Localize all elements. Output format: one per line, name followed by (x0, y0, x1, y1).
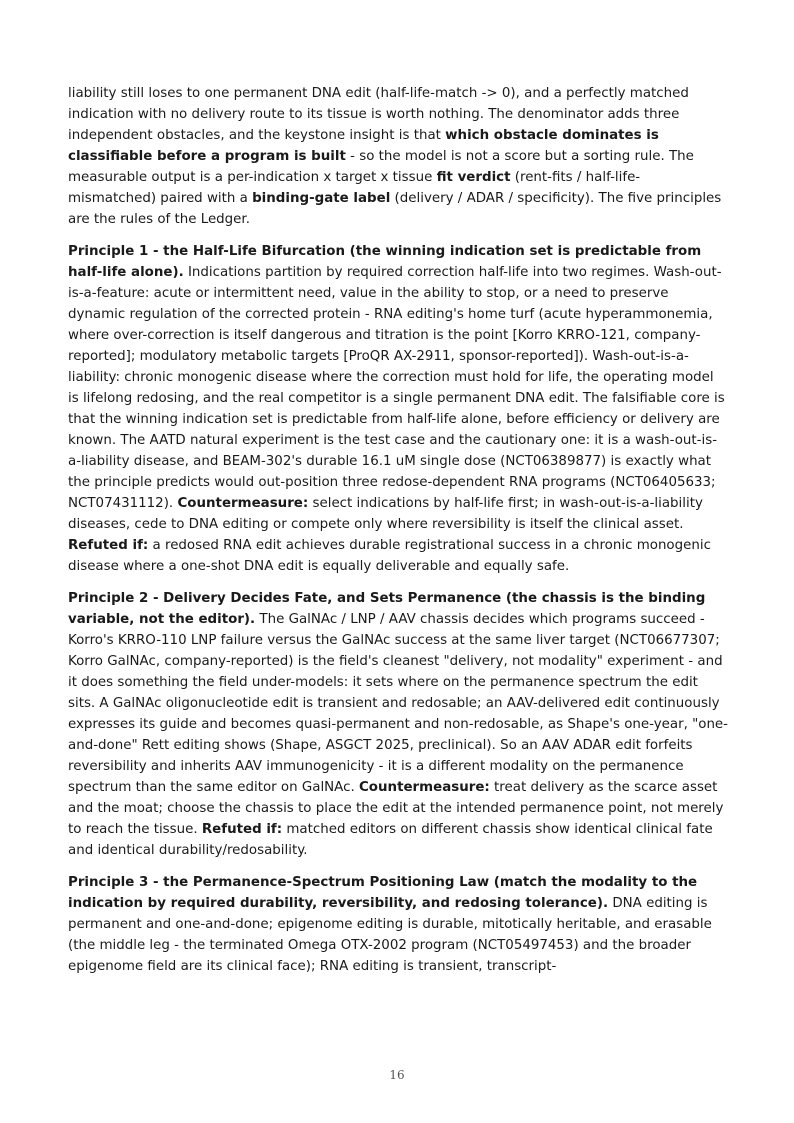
paragraph-principle-2 (68, 588, 728, 861)
text-run: treat delivery as the scarce asset and the moat; choose the chassis to place the edit at the intended permanence point, not merely to reach the tissue. (68, 780, 724, 837)
principle-heading: Principle 3 - the Permanence-Spectrum Positioning Law (match the modality to the indication by required durability, reversibility, and redosing tolerance). (68, 875, 698, 911)
emphasis-run: binding-gate label (252, 191, 391, 206)
paragraph-principle-1 (68, 241, 728, 577)
text-run: matched editors on different chassis show identical clinical fate and identical durability/redosability. (68, 822, 713, 858)
countermeasure-label: Countermeasure: (358, 780, 490, 795)
document-body (68, 83, 728, 988)
refuted-if-label: Refuted if: (68, 538, 149, 553)
text-run: The GalNAc / LNP / AAV chassis decides which programs succeed - Korro's KRRO-110 LNP failure versus the GalNAc success at the same liver target (NCT06677307; Korro GalNAc, company-reported) is the field's cleanest "delivery, not modality" experiment - and it does something the field under-models: it sets where on the permanence spectrum the edit sits. A GalNAc oligonucleotide edit is transient and redosable; an AAV-delivered edit continuously expresses its guide and becomes quasi-permanent and non-redosable, as Shape's one-year, "one-and-done" Rett editing shows (Shape, ASGCT 2025, preclinical). So an AAV ADAR edit forfeits reversibility and inherits AAV immunogenicity - it is a different modality on the permanence spectrum than the same editor on GalNAc. (68, 612, 728, 795)
text-run: a redosed RNA edit achieves durable registrational success in a chronic monogenic disease where a one-shot DNA edit is equally deliverable and equally safe. (68, 538, 711, 574)
paragraph-intro-continuation (68, 83, 728, 230)
principle-heading: Principle 1 - the Half-Life Bifurcation (the winning indication set is predictable from half-life alone). (68, 244, 702, 280)
text-run: liability still loses to one permanent DNA edit (half-life-match -> 0), and a perfectly matched indication with no delivery route to its tissue is worth nothing. The denominator adds three independent obstacles, and the keystone insight is that (68, 86, 689, 143)
text-run: select indications by half-life first; in wash-out-is-a-liability diseases, cede to DNA editing or compete only where reversibility is itself the clinical asset. (68, 496, 703, 532)
paragraph-principle-3 (68, 872, 728, 977)
text-run: Indications partition by required correction half-life into two regimes. Wash-out-is-a-feature: acute or intermittent need, value in the ability to stop, or a need to preserve dynamic regulation of the corrected protein - RNA editing's home turf (acute hyperammonemia, where over-correction is itself dangerous and titration is the point [Korro KRRO-121, company-reported]; modulatory metabolic targets [ProQR AX-2911, sponsor-reported]). Wash-out-is-a-liability: chronic monogenic disease where the correction must hold for life, the operating model is lifelong redosing, and the real competitor is a single permanent DNA edit. The falsifiable core is that the winning indication set is predictable from half-life alone, before efficiency or delivery are known. The AATD natural experiment is the test case and the cautionary one: it is a wash-out-is-a-liability disease, and BEAM-302's durable 16.1 uM single dose (NCT06389877) is exactly what the principle predicts would out-position three redose-dependent RNA programs (NCT06405633; NCT07431112). (68, 265, 725, 511)
emphasis-run: fit verdict (436, 170, 511, 185)
refuted-if-label: Refuted if: (201, 822, 283, 837)
countermeasure-label: Countermeasure: (177, 496, 309, 511)
principle-heading: Principle 2 - Delivery Decides Fate, and Sets Permanence (the chassis is the binding variable, not the editor). (68, 591, 706, 627)
text-run: DNA editing is permanent and one-and-done; epigenome editing is durable, mitotically heritable, and erasable (the middle leg - the terminated Omega OTX-2002 program (NCT05497453) and the broader epigenome field are its clinical face); RNA editing is transient, transcript- (68, 896, 712, 974)
emphasis-run: which obstacle dominates is classifiable before a program is built (68, 128, 659, 164)
page-number: 16 (389, 1068, 405, 1082)
text-run: (delivery / ADAR / specificity). The five principles are the rules of the Ledger. (68, 191, 722, 227)
text-run: (rent-fits / half-life-mismatched) paired with a (68, 170, 641, 206)
text-run: - so the model is not a score but a sorting rule. The measurable output is a per-indication x target x tissue (68, 149, 694, 185)
